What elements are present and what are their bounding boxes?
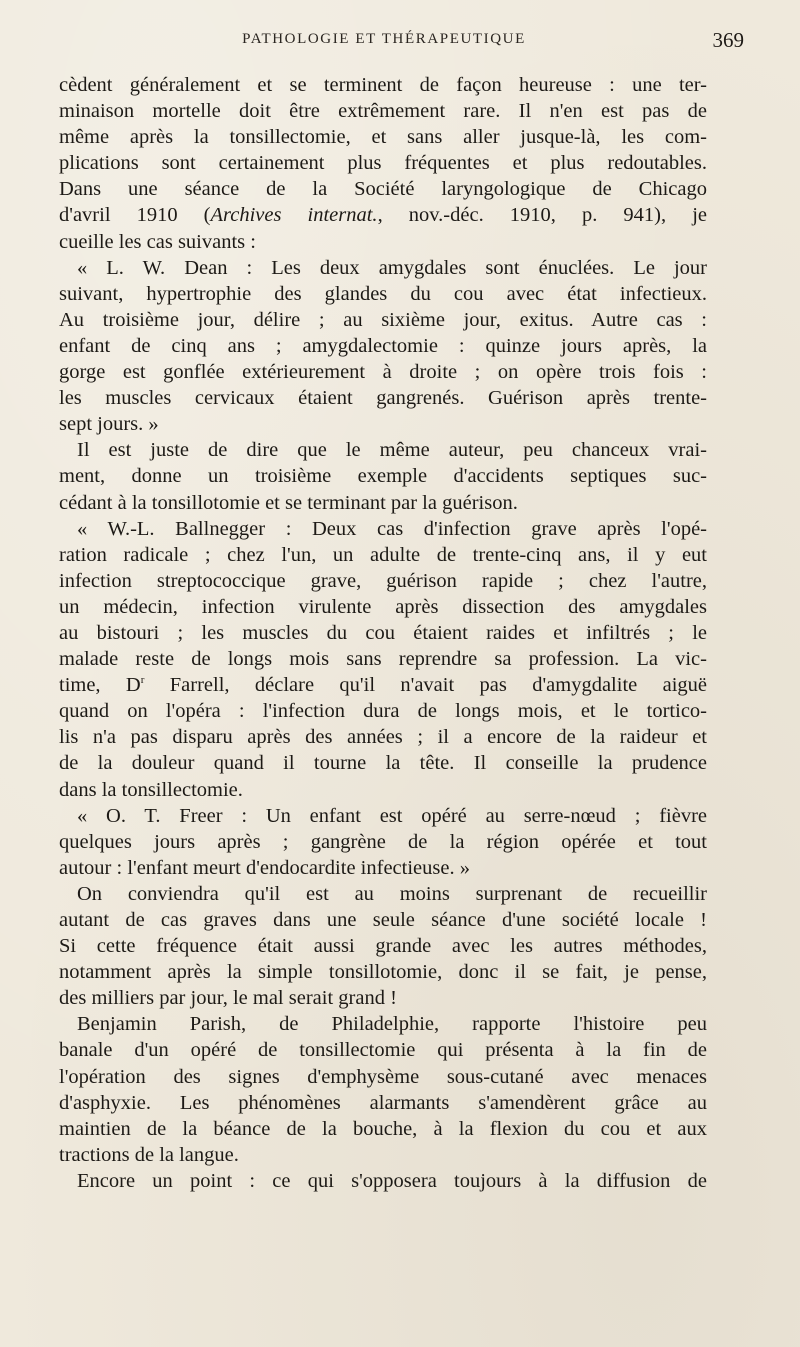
text-line: malade reste de longs mois sans reprendre sa profession. La vic-: [59, 648, 707, 671]
text-line: même après la tonsillectomie, et sans aller jusque-là, les com-: [59, 126, 707, 149]
text-line: banale d'un opéré de tonsillectomie qui présenta à la fin de: [59, 1039, 707, 1062]
text-line: infection streptococcique grave, guérison rapide ; chez l'autre,: [59, 569, 707, 592]
text-line: plications sont certainement plus fréquentes et plus redoutables.: [59, 152, 707, 175]
text-line: cédant à la tonsillotomie et se terminant par la guérison.: [59, 491, 518, 514]
running-header: [0, 28, 800, 52]
text-line: ration radicale ; chez l'un, un adulte de trente-cinq ans, il y eut: [59, 543, 707, 566]
text-line: enfant de cinq ans ; amygdalectomie : quinze jours après, la: [59, 334, 707, 357]
text-line: maintien de la béance de la bouche, à la flexion du cou et aux: [59, 1117, 707, 1140]
text-line: cèdent généralement et se terminent de façon heureuse : une ter-: [59, 74, 707, 96]
text-line: un médecin, infection virulente après dissection des amygdales: [59, 595, 707, 618]
text-line: « O. T. Freer : Un enfant est opéré au serre-nœud ; fièvre: [77, 804, 707, 827]
text-line: ment, donne un troisième exemple d'accidents septiques suc-: [59, 465, 707, 488]
text-line: dans la tonsillectomie.: [59, 778, 243, 801]
text-line: notamment après la simple tonsillotomie, donc il se fait, je pense,: [59, 961, 707, 984]
text-line: l'opération des signes d'emphysème sous-cutané avec menaces: [59, 1065, 707, 1088]
text-line: autant de cas graves dans une seule séance d'une société locale !: [59, 909, 707, 931]
text-line: lis n'a pas disparu après des années ; il a encore de la raideur et: [59, 726, 707, 749]
page-number: 369: [712, 28, 744, 52]
text-line: gorge est gonflée extérieurement à droite ; on opère trois fois :: [59, 361, 707, 384]
text-line: Si cette fréquence était aussi grande avec les autres méthodes,: [59, 935, 707, 958]
text-line: au bistouri ; les muscles du cou étaient raides et infiltrés ; le: [59, 621, 707, 644]
text-line: minaison mortelle doit être extrêmement rare. Il n'en est pas de: [59, 100, 707, 123]
text-line: Encore un point : ce qui s'opposera toujours à la diffusion de: [77, 1169, 707, 1192]
text-line: d'asphyxie. Les phénomènes alarmants s'amendèrent grâce au: [59, 1091, 707, 1114]
text-line: des milliers par jour, le mal serait grand !: [59, 987, 397, 1010]
text-line: Dans une séance de la Société laryngologique de Chicago: [59, 178, 707, 201]
text-line: Benjamin Parish, de Philadelphie, rapporte l'histoire peu: [77, 1013, 707, 1036]
text-line: On conviendra qu'il est au moins surprenant de recueillir: [77, 882, 707, 905]
text-line: d'avril 1910 (Archives internat., nov.-déc. 1910, p. 941), je: [59, 204, 707, 227]
text-line: tractions de la langue.: [59, 1143, 239, 1166]
text-line: cueille les cas suivants :: [59, 230, 256, 253]
running-title: PATHOLOGIE ET THÉRAPEUTIQUE: [242, 31, 526, 47]
text-line: Il est juste de dire que le même auteur, peu chanceux vrai-: [77, 439, 707, 462]
text-line: sept jours. »: [59, 413, 159, 436]
text-line: autour : l'enfant meurt d'endocardite infectieuse. »: [59, 856, 470, 879]
text-line: quand on l'opéra : l'infection dura de longs mois, et le tortico-: [59, 700, 707, 723]
text-line: « W.-L. Ballnegger : Deux cas d'infection grave après l'opé-: [77, 517, 707, 540]
text-line: « L. W. Dean : Les deux amygdales sont énuclées. Le jour: [77, 256, 707, 279]
body-text: [59, 72, 707, 1194]
text-line: quelques jours après ; gangrène de la région opérée et tout: [59, 830, 707, 853]
text-line: time, $D^r$ Farrell, déclare qu'il n'avait pas d'amygdalite aiguë: [59, 674, 707, 697]
text-line: suivant, hypertrophie des glandes du cou avec état infectieux.: [59, 282, 707, 305]
text-line: Au troisième jour, délire ; au sixième jour, exitus. Autre cas :: [59, 308, 707, 331]
text-line: les muscles cervicaux étaient gangrenés. Guérison après trente-: [59, 387, 707, 410]
text-line: de la douleur quand il tourne la tête. Il conseille la prudence: [59, 752, 707, 775]
